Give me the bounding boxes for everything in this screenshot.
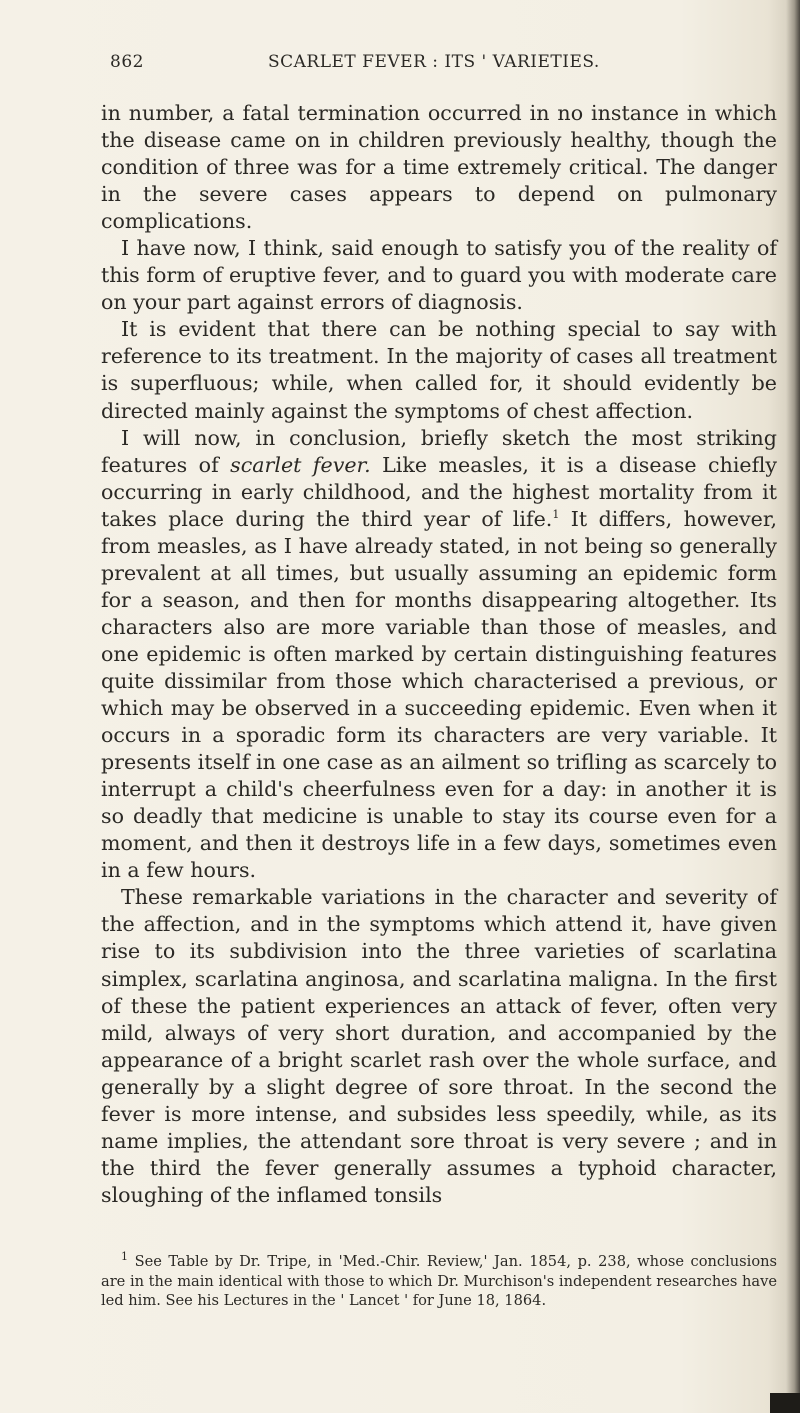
body-text bbox=[101, 100, 777, 1209]
footnote bbox=[101, 1252, 777, 1311]
page-number: 862 bbox=[110, 52, 144, 72]
page-corner-shadow bbox=[770, 1393, 800, 1413]
footnote-body: See Table by Dr. Tripe, in 'Med.-Chir. Review,' Jan. 1854, p. 238, whose conclusions are in the main identical with those to which Dr. Murchison's independent researches have led him. See his Lectures in the ' Lancet ' for June 18, 1864. bbox=[101, 1253, 777, 1309]
paragraph-2: I have now, I think, said enough to satisfy you of the reality of this form of eruptive fever, and to guard you with moderate care on your part against errors of diagnosis. bbox=[101, 236, 777, 315]
paragraph-4-end: It differs, however, from measles, as I have already stated, in not being so generally prevalent at all times, but usually assuming an epidemic form for a season, and then for months disappearing altogether. Its characters also are more variable than those of measles, and one epidemic is often marked by certain distinguishing features quite dissimilar from those which characterised a previous, or which may be observed in a succeeding epidemic. Even when it occurs in a sporadic form its characters are very variable. It presents itself in one case as an ailment so trifling as scarcely to interrupt a child's cheerfulness even for a day: in another it is so deadly that medicine is unable to stay its course even for a moment, and then it destroys life in a few days, sometimes even in a few hours. bbox=[101, 506, 778, 883]
footnote-marker: 1 bbox=[121, 1250, 128, 1264]
footnote-reference: 1 bbox=[552, 507, 560, 521]
paragraph-3: It is evident that there can be nothing special to say with reference to its treatment. In the majority of cases all treatment is superfluous; while, when called for, it should evidently be directed mainly against the symptoms of chest affection. bbox=[101, 317, 777, 423]
paragraph-4-middle: Like measles, it is a disease chiefly occurring in early childhood, and the highest mortality from it takes place during the third year of life. bbox=[101, 452, 777, 531]
page-edge-shadow bbox=[786, 0, 800, 1413]
paragraph-4-start: I will now, in conclusion, briefly sketch the most striking features of bbox=[101, 425, 777, 477]
paragraph-4 bbox=[101, 425, 777, 885]
running-title: SCARLET FEVER : ITS ' VARIETIES. bbox=[268, 52, 600, 72]
footnote-text bbox=[101, 1252, 777, 1311]
italic-term-scarlet-fever: scarlet fever. bbox=[230, 452, 371, 477]
paragraph-1: in number, a fatal termination occurred in no instance in which the disease came on in children previously healthy, though the condition of three was for a time extremely critical. The danger in the severe cases appears to depend on pulmonary complications. bbox=[101, 101, 777, 234]
paragraph-5: These remarkable variations in the character and severity of the affection, and in the symptoms which attend it, have given rise to its subdivision into the three varieties of scarlatina simplex, scarlatina anginosa, and scarlatina maligna. In the first of these the patient experiences an attack of fever, often very mild, always of very short duration, and accompanied by the appearance of a bright scarlet rash over the whole surface, and generally by a slight degree of sore throat. In the second the fever is more intense, and subsides less speedily, while, as its name implies, the attendant sore throat is very severe ; and in the third the fever generally assumes a typhoid character, sloughing of the inflamed tonsils bbox=[101, 885, 777, 1207]
